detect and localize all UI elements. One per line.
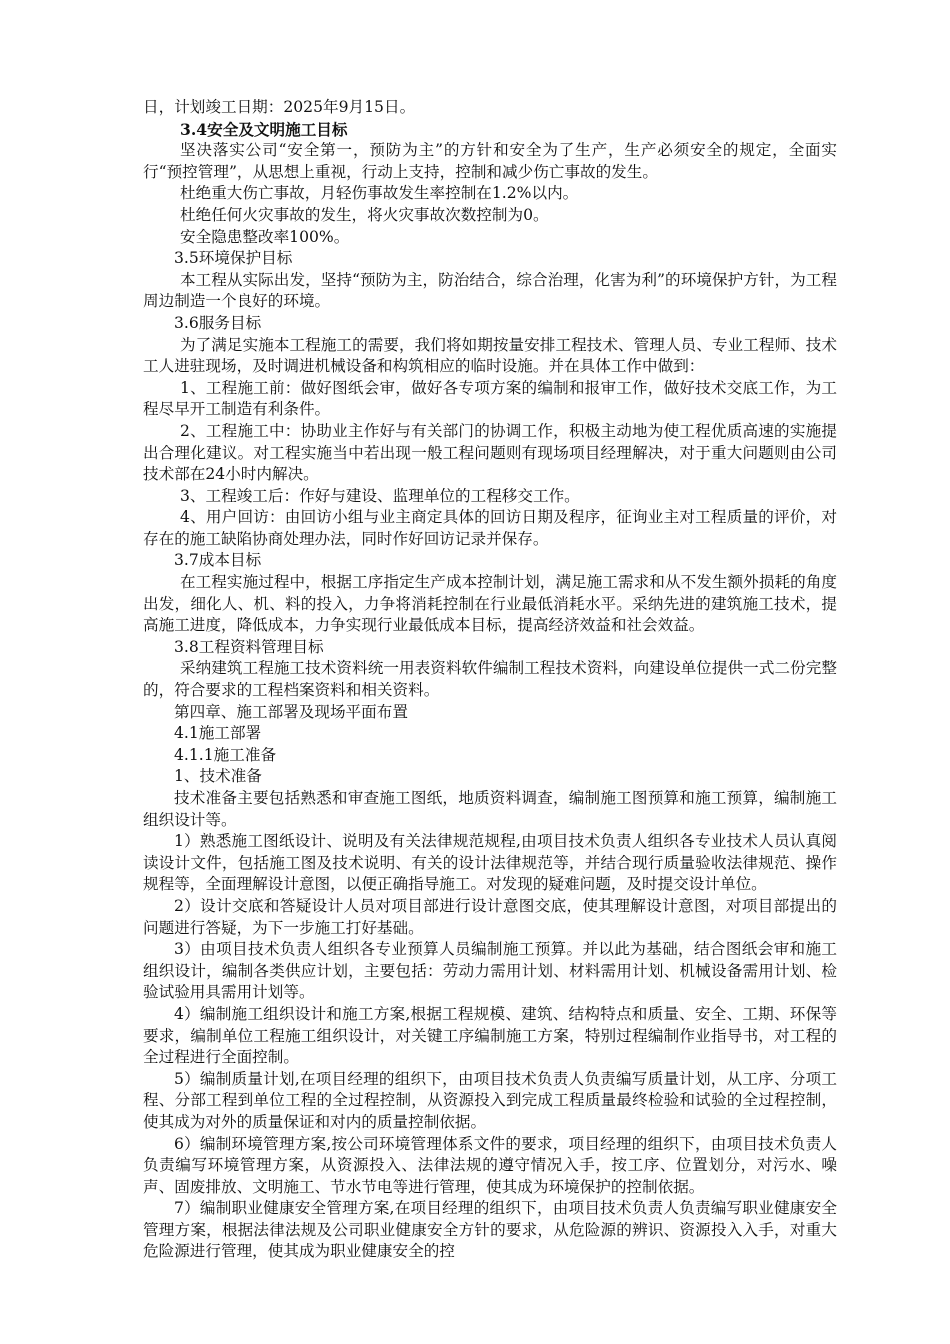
paragraph: 本工程从实际出发，坚持“预防为主，防治结合，综合治理，化害为利”的环境保护方针，为工程周边制造一个良好的环境。 (143, 270, 837, 311)
list-item: 4、用户回访：由回访小组与业主商定具体的回访日期及程序，征询业主对工程质量的评价，对存在的施工缺陷协商处理办法，同时作好回访记录并保存。 (143, 508, 837, 548)
paragraph: 杜绝重大伤亡事故，月轻伤事故发生率控制在1.2%以内。 (180, 184, 579, 203)
paragraph: 坚决落实公司“安全第一，预防为主”的方针和安全为了生产，生产必须安全的规定，全面实行“预控管理”，从思想上重视，行动上支持，控制和减少伤亡事故的发生。 (143, 141, 837, 181)
list-item: 5）编制质量计划,在项目经理的组织下，由项目技术负责人负责编写质量计划，从工序、分项工程、分部工程到单位工程的全过程控制，从资源投入到完成工程质量最终检验和试验的全过程控制，使其成为对外的质量保证和对内的质量控制依据。 (143, 1069, 837, 1131)
paragraph: 在工程实施过程中，根据工序指定生产成本控制计划，满足施工需求和从不发生额外损耗的角度出发，细化人、机、料的投入，力争将消耗控制在行业最低消耗水平。采纳先进的建筑施工技术，提高施工进度，降低成本，力争实现行业最低成本目标，提高经济效益和社会效益。 (143, 573, 837, 635)
list-item: 3）由项目技术负责人组织各专业预算人员编制施工预算。并以此为基础，结合图纸会审和施工组织设计，编制各类供应计划，主要包括：劳动力需用计划、材料需用计划、机械设备需用计划、检验试验用具需用计划等。 (143, 940, 837, 1002)
paragraph: 采纳建筑工程施工技术资料统一用表资料软件编制工程技术资料，向建设单位提供一式二份完整的，符合要求的工程档案资料和相关资料。 (143, 659, 837, 700)
list-item: 1）熟悉施工图纸设计、说明及有关法律规范规程,由项目技术负责人组织各专业技术人员认真阅读设计文件，包括施工图及技术说明、有关的设计法律规范等，并结合现行质量验收法律规范、操作规程等，全面理解设计意图，以便正确指导施工。对发现的疑难问题，及时提交设计单位。 (143, 832, 837, 894)
list-item: 7）编制职业健康安全管理方案,在项目经理的组织下，由项目技术负责人负责编写职业健康安全管理方案，根据法律法规及公司职业健康安全方针的要求，从危险源的辨识、资源投入入手，对重大危险源进行管理，使其成为职业健康安全的控 (143, 1199, 837, 1261)
paragraph: 杜绝任何火灾事故的发生，将火灾事故次数控制为0。 (180, 205, 549, 224)
section-heading-4-1-1: 4.1.1施工准备 (174, 745, 277, 764)
paragraph: 技术准备主要包括熟悉和审查施工图纸，地质资料调查，编制施工图预算和施工预算，编制施工组织设计等。 (143, 789, 837, 829)
list-item: 6）编制环境管理方案,按公司环境管理体系文件的要求，项目经理的组织下，由项目技术负责人负责编写环境管理方案，从资源投入、法律法规的遵守情况入手，按工序、位置划分，对污水、噪声、固废排放、文明施工、节水节电等进行管理，使其成为环境保护的控制依据。 (143, 1134, 837, 1196)
section-heading-3-5: 3.5环境保护目标 (174, 249, 293, 268)
section-heading-4-1: 4.1施工部署 (174, 724, 262, 743)
paragraph-continuation: 日，计划竣工日期：2025年9月15日。 (143, 98, 416, 116)
paragraph: 安全隐患整改率100%。 (180, 227, 350, 246)
list-item: 1、工程施工前：做好图纸会审，做好各专项方案的编制和报审工作，做好技术交底工作，为工程尽早开工制造有利条件。 (143, 378, 837, 419)
section-heading-3-7: 3.7成本目标 (174, 551, 262, 570)
section-heading-3-8: 3.8工程资料管理目标 (174, 637, 324, 656)
list-item: 2、工程施工中：协助业主作好与有关部门的协调工作，积极主动地为使工程优质高速的实施提出合理化建议。对工程实施当中若出现一般工程问题则有现场项目经理解决，对于重大问题则由公司技术部在24小时内解决。 (143, 421, 837, 484)
section-heading-3-6: 3.6服务目标 (174, 313, 262, 332)
chapter-heading-4: 第四章、施工部署及现场平面布置 (174, 702, 408, 721)
list-item: 3、工程竣工后：作好与建设、监理单位的工程移交工作。 (180, 486, 580, 505)
paragraph: 为了满足实施本工程施工的需要，我们将如期按量安排工程技术、管理人员、专业工程师、技术工人进驻现场，及时调进机械设备和构筑相应的临时设施。并在具体工作中做到： (143, 335, 837, 376)
subsection-heading: 1、技术准备 (174, 767, 262, 786)
list-item: 2）设计交底和答疑设计人员对项目部进行设计意图交底，使其理解设计意图，对项目部提出的问题进行答疑，为下一步施工打好基础。 (143, 896, 837, 937)
section-heading-3-4: 3.4安全及文明施工目标 (180, 119, 348, 139)
document-body (143, 97, 837, 1263)
list-item: 4）编制施工组织设计和施工方案,根据工程规模、建筑、结构特点和质量、安全、工期、环保等要求，编制单位工程施工组织设计，对关键工序编制施工方案，特别过程编制作业指导书，对工程的全过程进行全面控制。 (143, 1004, 837, 1067)
